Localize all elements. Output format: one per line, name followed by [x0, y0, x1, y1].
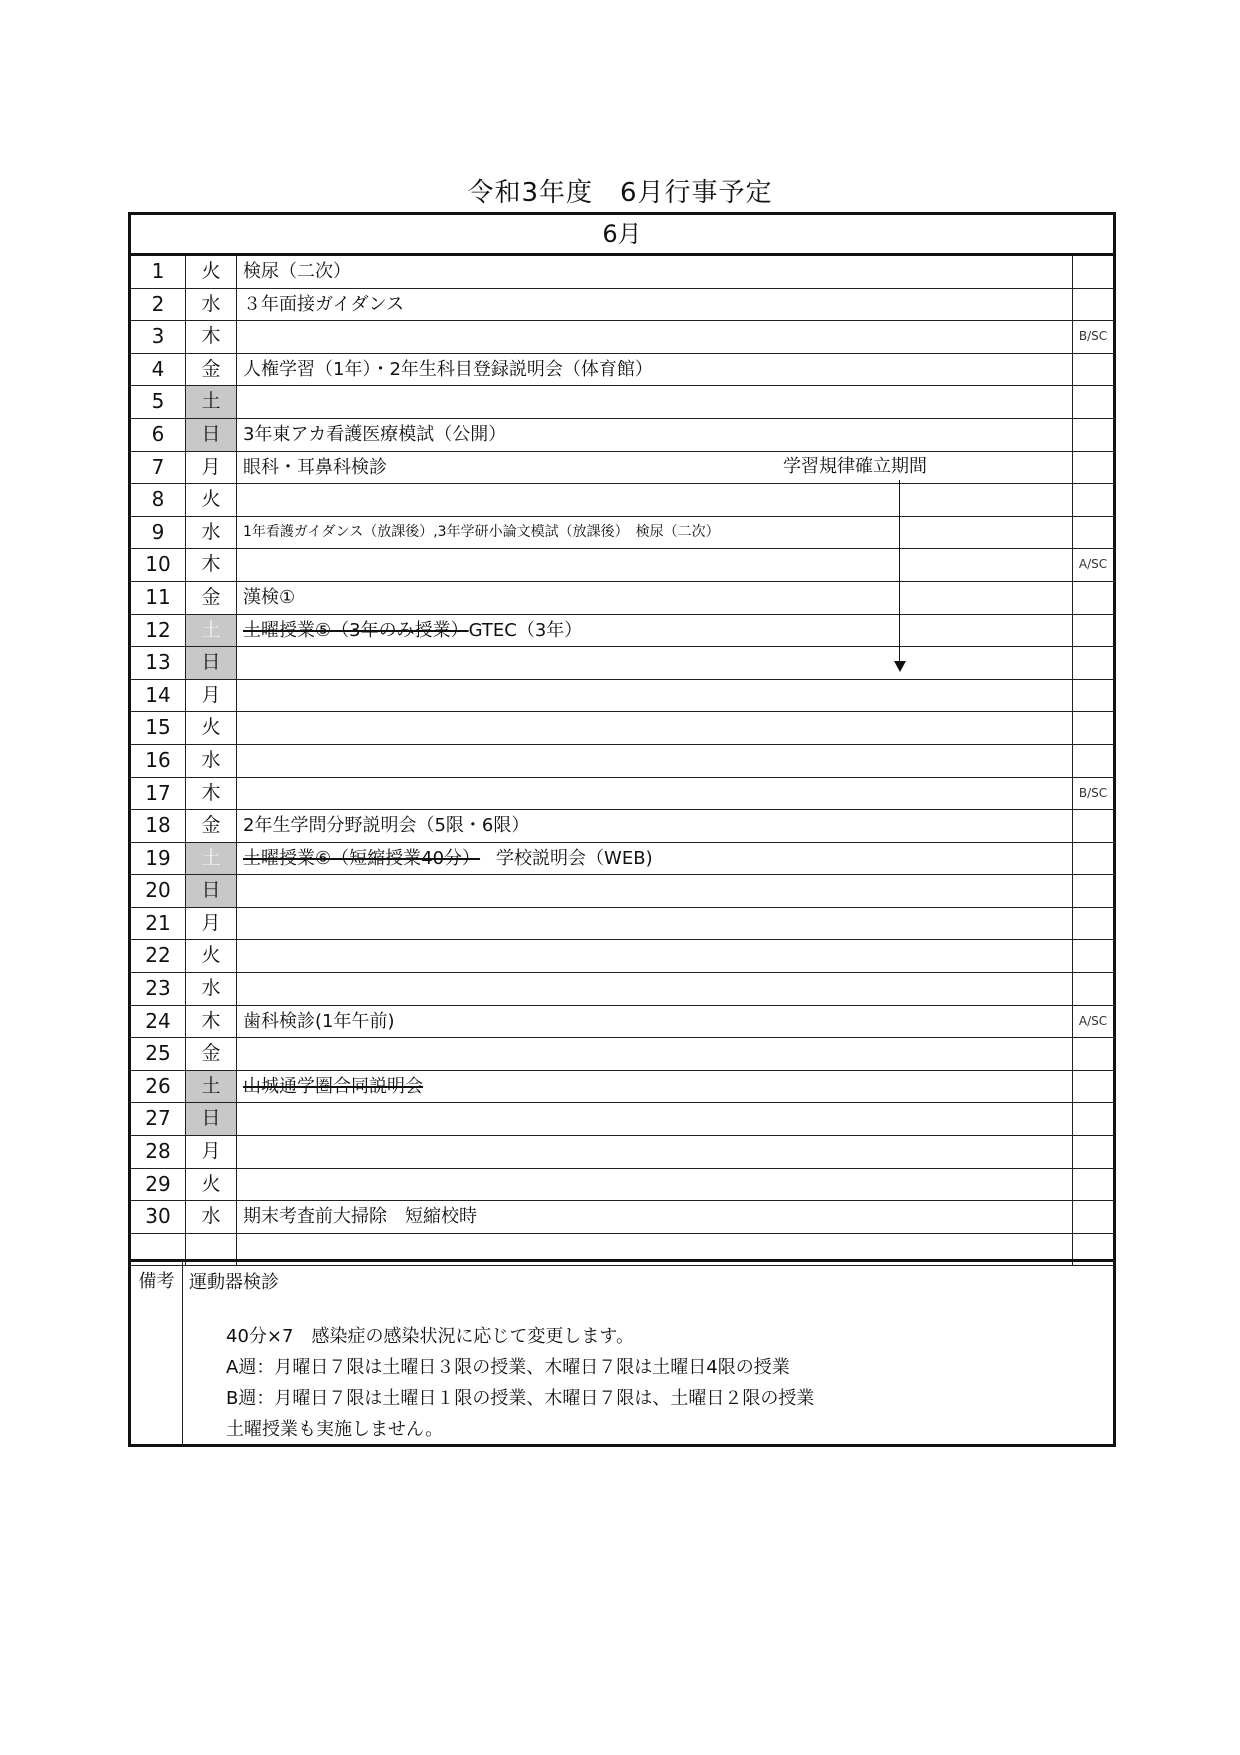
counselor-mark [1073, 517, 1113, 549]
notes-label: 備考 [131, 1262, 183, 1444]
table-row [131, 1136, 1113, 1169]
event-cell [237, 1169, 1073, 1201]
counselor-mark [1073, 712, 1113, 744]
weekday: 水 [186, 289, 237, 321]
day-number: 18 [131, 810, 186, 842]
event-text: 検尿（二次） [243, 261, 351, 282]
weekday: 日 [186, 875, 237, 907]
weekday: 水 [186, 745, 237, 777]
table-row [131, 647, 1113, 680]
notes-line: 40分×7 感染症の感染状況に応じて変更します。 [226, 1326, 634, 1347]
counselor-mark [1073, 419, 1113, 451]
weekday: 土 [186, 615, 237, 647]
cancelled-event: 土曜授業⑥（短縮授業40分） [243, 847, 481, 869]
day-number: 20 [131, 875, 186, 907]
notes-line: 土曜授業も実施しません。 [226, 1419, 444, 1440]
day-number: 29 [131, 1169, 186, 1201]
day-number: 26 [131, 1071, 186, 1103]
day-number: 11 [131, 582, 186, 614]
weekday: 火 [186, 940, 237, 972]
day-number: 8 [131, 484, 186, 516]
event-cell [237, 256, 1073, 288]
event-cell [237, 745, 1073, 777]
table-row [131, 875, 1113, 908]
table-row [131, 517, 1113, 550]
notes-section [131, 1259, 1113, 1444]
table-row [131, 582, 1113, 615]
counselor-mark [1073, 1038, 1113, 1070]
period-arrow-head-icon [894, 661, 906, 672]
day-number: 5 [131, 386, 186, 418]
day-number: 23 [131, 973, 186, 1005]
event-cell [237, 354, 1073, 386]
day-number: 28 [131, 1136, 186, 1168]
event-cell [237, 973, 1073, 1005]
weekday: 月 [186, 908, 237, 940]
day-number: 9 [131, 517, 186, 549]
event-cell [237, 419, 1073, 451]
month-header: 6月 [131, 215, 1113, 256]
event-cell [237, 647, 1073, 679]
table-row [131, 680, 1113, 713]
event-text: 漢検① [243, 586, 296, 608]
counselor-mark [1073, 1169, 1113, 1201]
event-cell [237, 1038, 1073, 1070]
weekday: 木 [186, 778, 237, 810]
day-number: 25 [131, 1038, 186, 1070]
event-cell [237, 1006, 1073, 1038]
event-cell [237, 452, 1073, 484]
counselor-mark [1073, 908, 1113, 940]
table-row [131, 1071, 1113, 1104]
counselor-mark [1073, 484, 1113, 516]
weekday: 月 [186, 680, 237, 712]
weekday: 土 [186, 386, 237, 418]
table-row [131, 778, 1113, 811]
weekday: 日 [186, 647, 237, 679]
table-row [131, 1038, 1113, 1071]
weekday: 火 [186, 1169, 237, 1201]
day-number: 7 [131, 452, 186, 484]
event-cell [237, 517, 1073, 549]
table-row [131, 745, 1113, 778]
day-number: 27 [131, 1103, 186, 1135]
counselor-mark [1073, 1071, 1113, 1103]
table-row [131, 354, 1113, 387]
event-cell [237, 908, 1073, 940]
table-row [131, 289, 1113, 322]
schedule-table [128, 212, 1116, 1447]
event-cell [237, 484, 1073, 516]
table-row [131, 452, 1113, 485]
event-cell [237, 778, 1073, 810]
event-cell [237, 875, 1073, 907]
table-row [131, 973, 1113, 1006]
day-number: 3 [131, 321, 186, 353]
event-text: 眼科・耳鼻科検診 [243, 456, 387, 478]
event-cell [237, 582, 1073, 614]
event-cell [237, 843, 1073, 875]
day-number: 2 [131, 289, 186, 321]
event-cell [237, 680, 1073, 712]
day-number: 1 [131, 256, 186, 288]
table-row [131, 843, 1113, 876]
weekday: 土 [186, 843, 237, 875]
weekday: 水 [186, 517, 237, 549]
counselor-mark: A/SC [1078, 557, 1108, 572]
event-cell [237, 712, 1073, 744]
event-text: 歯科検診(1年午前) [243, 1010, 395, 1032]
event-cell [237, 810, 1073, 842]
event-text: GTEC（3年） [468, 619, 583, 641]
counselor-mark [1073, 615, 1113, 647]
period-arrow-line [899, 480, 900, 663]
day-number: 6 [131, 419, 186, 451]
counselor-mark [1073, 256, 1113, 288]
weekday: 月 [186, 1136, 237, 1168]
counselor-mark [1073, 745, 1113, 777]
counselor-mark [1073, 582, 1113, 614]
weekday: 火 [186, 484, 237, 516]
counselor-mark [1073, 647, 1113, 679]
event-cell [237, 289, 1073, 321]
weekday: 日 [186, 1103, 237, 1135]
counselor-mark [1073, 843, 1113, 875]
weekday: 木 [186, 549, 237, 581]
day-number: 13 [131, 647, 186, 679]
event-cell [237, 615, 1073, 647]
day-number: 16 [131, 745, 186, 777]
event-cell [237, 1103, 1073, 1135]
cancelled-event: 土曜授業⑤（3年のみ授業） [243, 619, 469, 641]
notes-line: B週：月曜日７限は土曜日１限の授業、木曜日７限は、土曜日２限の授業 [226, 1388, 815, 1409]
table-row [131, 1006, 1113, 1039]
event-text: 2年生学問分野説明会（5限・6限） [243, 815, 530, 837]
counselor-mark [1073, 289, 1113, 321]
event-text: 3年東アカ看護医療模試（公開） [243, 423, 507, 445]
page-title: 令和3年度 6月行事予定 [467, 178, 773, 208]
event-text: 学校説明会（WEB) [496, 847, 653, 869]
counselor-mark: A/SC [1078, 1013, 1108, 1028]
notes-line: A週：月曜日７限は土曜日３限の授業、木曜日７限は土曜日4限の授業 [226, 1357, 790, 1378]
day-number: 19 [131, 843, 186, 875]
weekday: 火 [186, 256, 237, 288]
table-row [131, 940, 1113, 973]
weekday: 木 [186, 1006, 237, 1038]
event-cell [237, 321, 1073, 353]
weekday: 金 [186, 582, 237, 614]
counselor-mark [1073, 940, 1113, 972]
event-cell [237, 549, 1073, 581]
table-row [131, 1103, 1113, 1136]
weekday: 火 [186, 712, 237, 744]
event-text: 期末考査前大掃除 短縮校時 [243, 1206, 477, 1228]
counselor-mark [1073, 680, 1113, 712]
day-number: 14 [131, 680, 186, 712]
weekday: 土 [186, 1071, 237, 1103]
counselor-mark: B/SC [1078, 329, 1108, 344]
table-row [131, 908, 1113, 941]
table-row [131, 1201, 1113, 1234]
cancelled-event: 山城通学圏合同説明会 [243, 1075, 423, 1097]
weekday: 金 [186, 810, 237, 842]
event-text: ３年面接ガイダンス [243, 293, 405, 315]
day-number: 15 [131, 712, 186, 744]
table-row [131, 386, 1113, 419]
counselor-mark [1073, 1201, 1113, 1233]
table-row [131, 256, 1113, 289]
counselor-mark: B/SC [1078, 785, 1108, 800]
table-row [131, 712, 1113, 745]
weekday: 水 [186, 973, 237, 1005]
weekday: 月 [186, 452, 237, 484]
table-row [131, 810, 1113, 843]
weekday: 水 [186, 1201, 237, 1233]
counselor-mark [1073, 973, 1113, 1005]
counselor-mark [1073, 354, 1113, 386]
day-number: 30 [131, 1201, 186, 1233]
weekday: 日 [186, 419, 237, 451]
notes-first-line: 運動器検診 [189, 1272, 279, 1293]
counselor-mark [1073, 1136, 1113, 1168]
counselor-mark [1073, 1103, 1113, 1135]
event-cell [237, 386, 1073, 418]
event-cell [237, 1201, 1073, 1233]
event-cell [237, 1136, 1073, 1168]
table-row [131, 615, 1113, 648]
counselor-mark [1073, 810, 1113, 842]
counselor-mark [1073, 386, 1113, 418]
weekday: 金 [186, 1038, 237, 1070]
day-number: 10 [131, 549, 186, 581]
weekday: 金 [186, 354, 237, 386]
event-text: 人権学習（1年）・2年生科目登録説明会（体育館） [243, 358, 653, 380]
table-row [131, 1169, 1113, 1202]
weekday: 木 [186, 321, 237, 353]
day-number: 12 [131, 615, 186, 647]
event-cell [237, 1071, 1073, 1103]
counselor-mark [1073, 875, 1113, 907]
day-number: 17 [131, 778, 186, 810]
study-period-label: 学習規律確立期間 [783, 456, 927, 477]
day-grid [131, 256, 1113, 1266]
table-row [131, 419, 1113, 452]
counselor-mark [1073, 452, 1113, 484]
table-row [131, 321, 1113, 354]
day-number: 21 [131, 908, 186, 940]
day-number: 22 [131, 940, 186, 972]
event-text: 1年看護ガイダンス（放課後）,3年学研小論文模試（放課後） 検尿（二次） [243, 523, 720, 540]
table-row [131, 549, 1113, 582]
table-row [131, 484, 1113, 517]
event-cell [237, 940, 1073, 972]
day-number: 24 [131, 1006, 186, 1038]
day-number: 4 [131, 354, 186, 386]
